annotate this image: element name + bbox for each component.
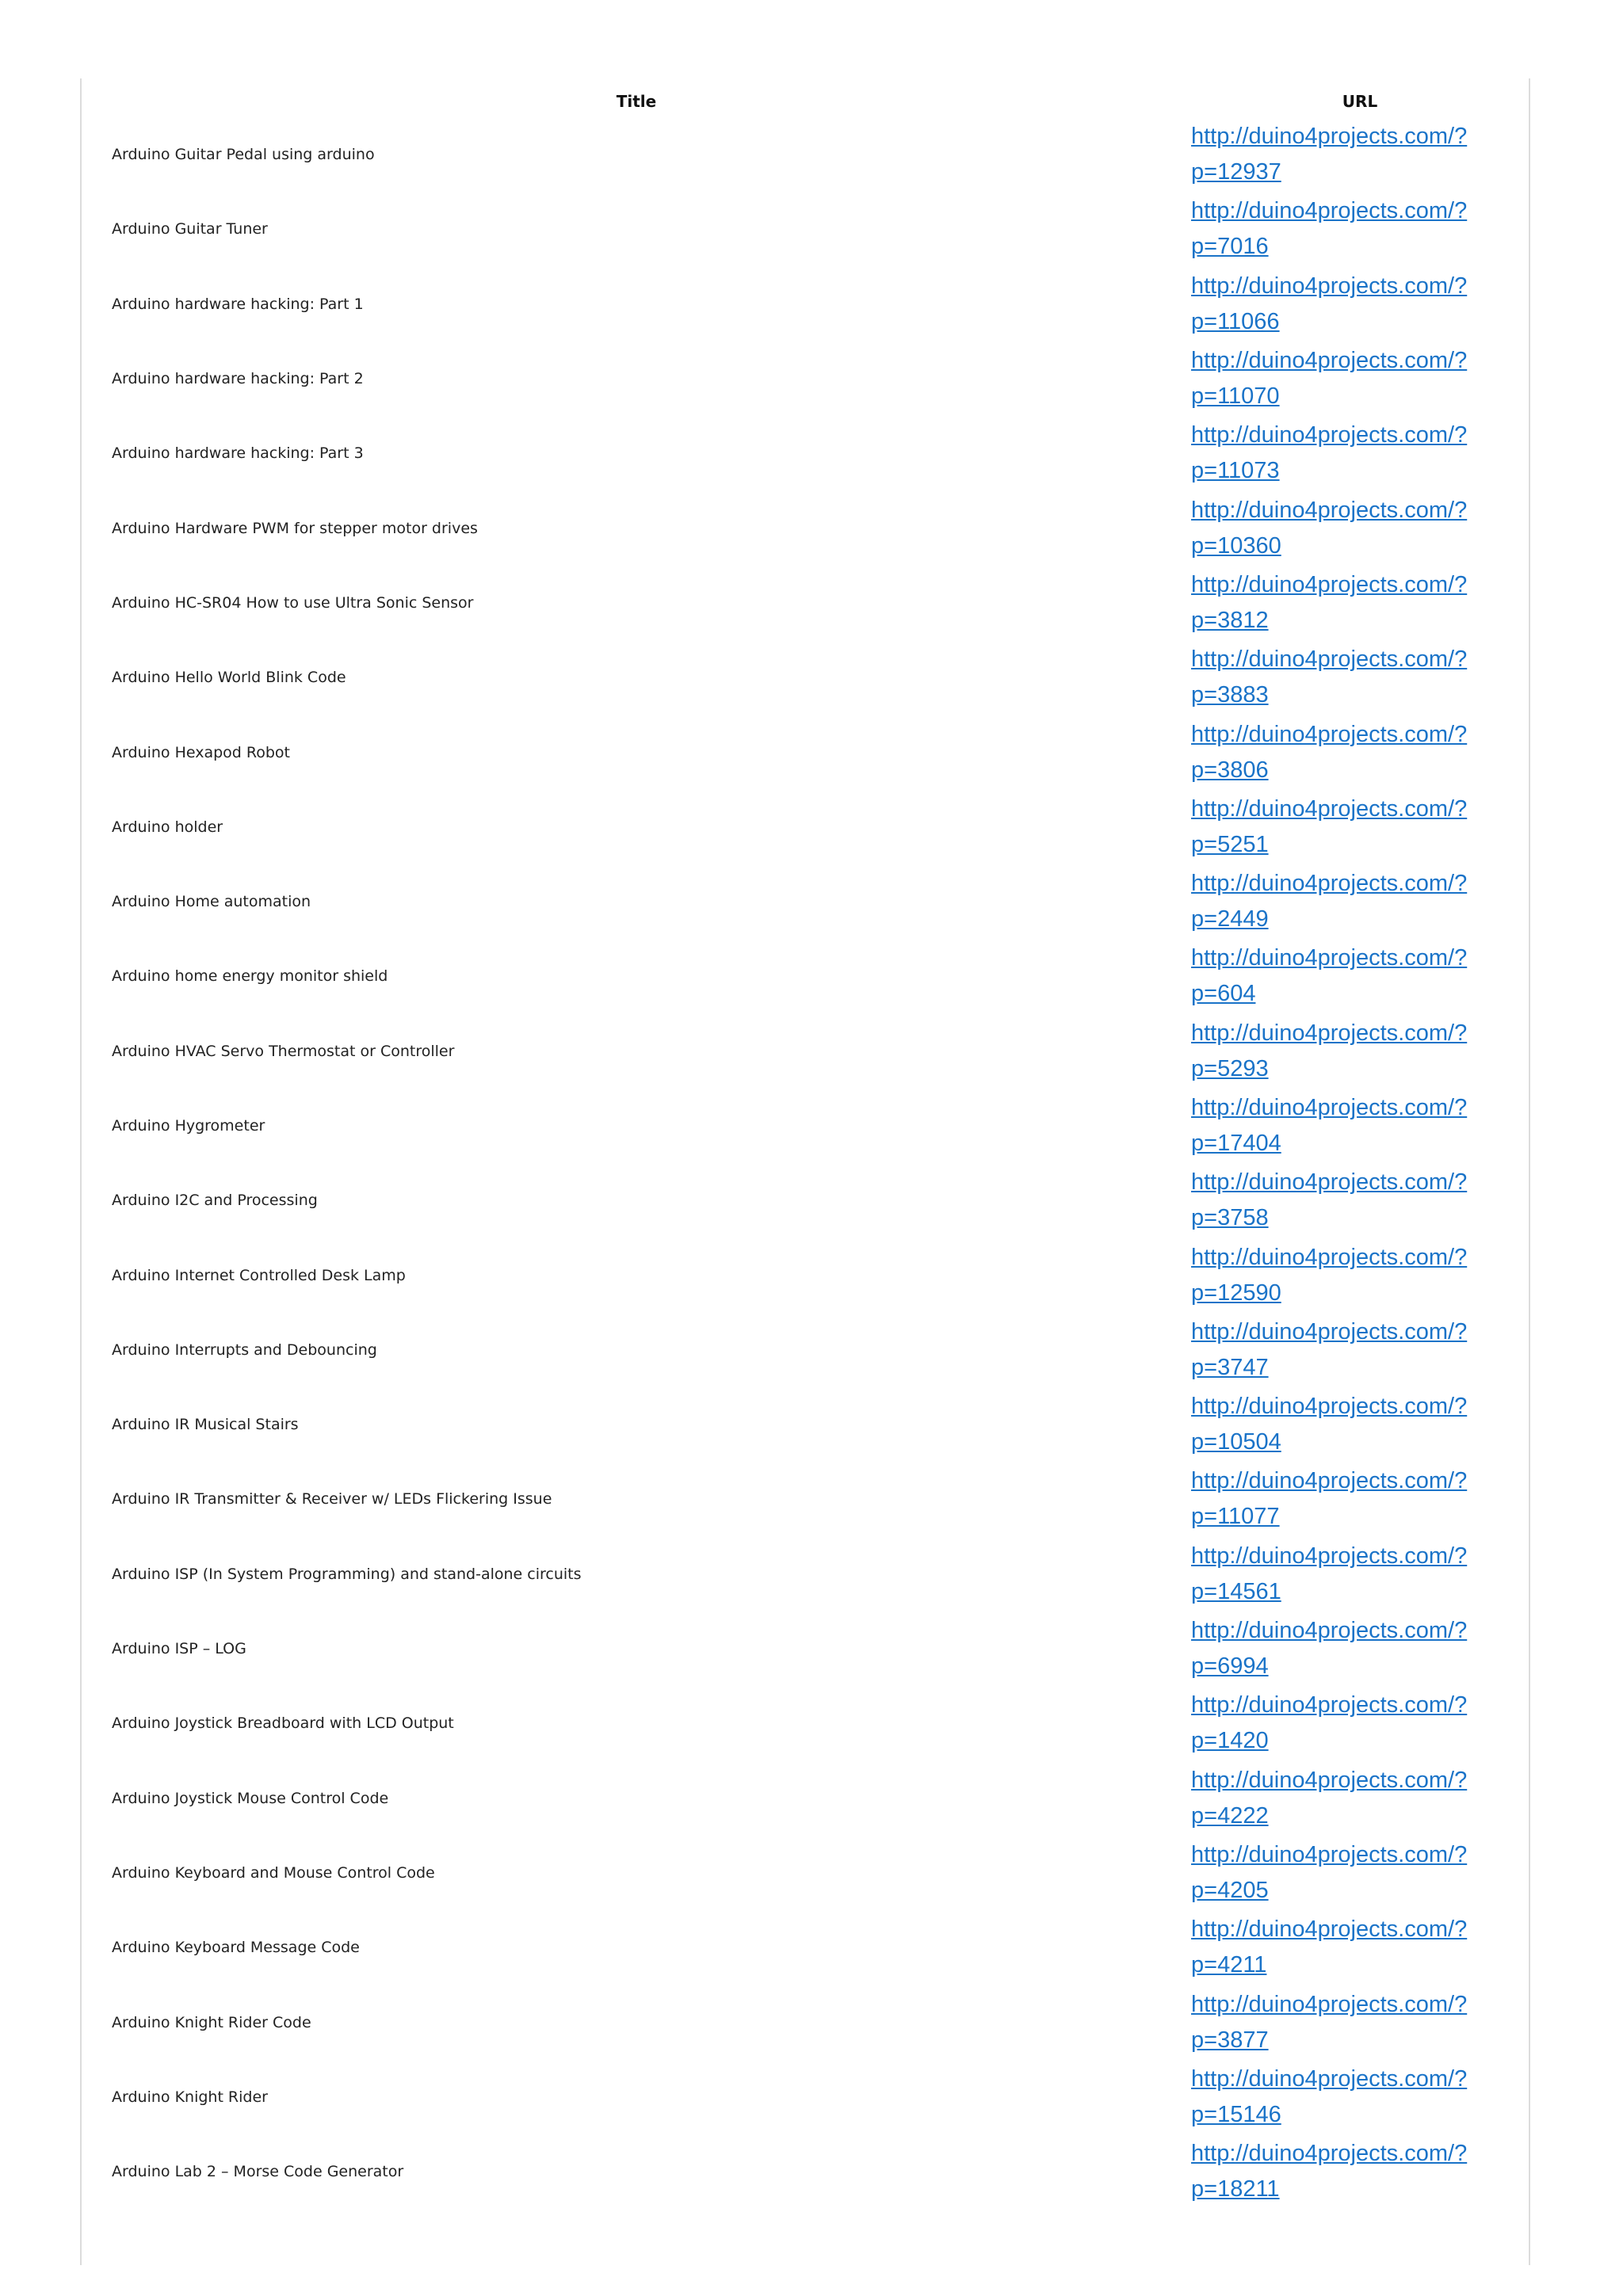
project-url-link[interactable] [1191,940,1492,1012]
url-line-2: p=11066 [1191,308,1280,334]
url-line-2: p=3806 [1191,757,1269,783]
project-url-link[interactable] [1191,343,1492,414]
project-title: Arduino Lab 2 – Morse Code Generator [112,2163,404,2181]
project-title: Arduino IR Musical Stairs [112,1416,299,1434]
project-url-cell [1191,1836,1529,1910]
project-url-cell [1191,1537,1529,1611]
project-title: Arduino Hello World Blink Code [112,669,346,687]
project-url-link[interactable] [1191,1688,1492,1759]
url-line-1: http://duino4projects.com/? [1191,124,1468,150]
table-row [82,416,1529,490]
project-url-cell [1191,2060,1529,2134]
project-title: Arduino holder [112,818,223,836]
url-line-2: p=4205 [1191,1877,1269,1903]
project-url-cell [1191,2134,1529,2209]
url-line-2: p=6994 [1191,1653,1269,1680]
url-line-1: http://duino4projects.com/? [1191,945,1468,971]
url-line-1: http://duino4projects.com/? [1191,1991,1468,2017]
url-line-1: http://duino4projects.com/? [1191,1244,1468,1270]
url-line-1: http://duino4projects.com/? [1191,2065,1468,2092]
table-row [82,1313,1529,1387]
project-url-link[interactable] [1191,1987,1492,2058]
project-url-link[interactable] [1191,567,1492,639]
url-line-2: p=12590 [1191,1280,1281,1306]
project-url-cell [1191,1686,1529,1760]
url-line-2: p=11077 [1191,1504,1280,1530]
project-url-cell [1191,790,1529,864]
table-row [82,1537,1529,1611]
table-row [82,864,1529,939]
project-url-link[interactable] [1191,791,1492,863]
url-line-1: http://duino4projects.com/? [1191,1841,1468,1867]
project-title: Arduino hardware hacking: Part 2 [112,370,364,388]
project-url-cell [1191,341,1529,416]
url-line-2: p=1420 [1191,1728,1269,1754]
table-row [82,2134,1529,2209]
url-line-1: http://duino4projects.com/? [1191,1394,1468,1420]
project-title: Arduino Keyboard Message Code [112,1939,360,1957]
project-url-cell [1191,566,1529,640]
project-url-cell [1191,864,1529,939]
url-line-1: http://duino4projects.com/? [1191,1543,1468,1569]
url-line-1: http://duino4projects.com/? [1191,871,1468,897]
project-url-link[interactable] [1191,1912,1492,1983]
project-title: Arduino HVAC Servo Thermostat or Controller [112,1042,455,1060]
project-url-cell [1191,416,1529,490]
url-line-1: http://duino4projects.com/? [1191,795,1468,822]
table-header-row [82,86,1529,117]
project-title: Arduino I2C and Processing [112,1192,318,1210]
url-line-1: http://duino4projects.com/? [1191,1468,1468,1494]
project-url-cell [1191,1238,1529,1312]
project-url-link[interactable] [1191,1314,1492,1386]
project-url-link[interactable] [1191,493,1492,564]
project-url-link[interactable] [1191,717,1492,788]
project-url-link[interactable] [1191,119,1492,190]
url-line-2: p=12937 [1191,159,1281,185]
url-line-1: http://duino4projects.com/? [1191,571,1468,597]
url-line-2: p=7016 [1191,234,1269,260]
table-row [82,1238,1529,1312]
url-line-2: p=604 [1191,981,1256,1007]
project-url-link[interactable] [1191,1240,1492,1311]
project-url-link[interactable] [1191,1090,1492,1161]
project-url-cell [1191,1014,1529,1089]
project-url-link[interactable] [1191,1389,1492,1460]
table-row [82,939,1529,1013]
url-line-2: p=3812 [1191,607,1269,633]
table-row [82,1985,1529,2059]
url-line-2: p=14561 [1191,1578,1281,1604]
project-url-link[interactable] [1191,269,1492,340]
project-url-cell [1191,267,1529,341]
project-title: Arduino Joystick Breadboard with LCD Output [112,1714,454,1733]
table-row [82,267,1529,341]
project-url-cell [1191,1313,1529,1387]
table-row [82,1611,1529,1686]
project-title: Arduino ISP – LOG [112,1640,246,1658]
table-row [82,566,1529,640]
url-line-2: p=3758 [1191,1205,1269,1231]
project-title: Arduino Hardware PWM for stepper motor drives [112,519,478,537]
url-line-1: http://duino4projects.com/? [1191,348,1468,374]
project-title: Arduino Keyboard and Mouse Control Code [112,1863,435,1882]
url-line-1: http://duino4projects.com/? [1191,1020,1468,1046]
table-row [82,1089,1529,1163]
url-line-2: p=10504 [1191,1429,1281,1455]
project-title: Arduino Interrupts and Debouncing [112,1341,377,1359]
table-row [82,1462,1529,1536]
project-url-link[interactable] [1191,1165,1492,1236]
project-title: Arduino Knight Rider Code [112,2013,311,2031]
url-line-2: p=3883 [1191,682,1269,708]
url-line-1: http://duino4projects.com/? [1191,1095,1468,1120]
url-line-1: http://duino4projects.com/? [1191,1169,1468,1196]
url-line-1: http://duino4projects.com/? [1191,646,1468,673]
project-url-link[interactable] [1191,1016,1492,1087]
url-line-2: p=17404 [1191,1131,1281,1156]
project-title: Arduino Guitar Pedal using arduino [112,146,375,164]
project-url-cell [1191,640,1529,715]
url-line-1: http://duino4projects.com/? [1191,198,1468,224]
table-row [82,1387,1529,1462]
table-row [82,341,1529,416]
table-row [82,790,1529,864]
url-line-1: http://duino4projects.com/? [1191,1917,1468,1943]
url-line-2: p=15146 [1191,2101,1281,2127]
project-url-link[interactable] [1191,418,1492,489]
url-line-1: http://duino4projects.com/? [1191,273,1468,299]
project-url-cell [1191,1910,1529,1985]
project-url-cell [1191,117,1529,192]
project-title: Arduino Knight Rider [112,2088,268,2106]
url-line-2: p=3747 [1191,1354,1269,1380]
url-line-1: http://duino4projects.com/? [1191,1767,1468,1793]
project-url-link[interactable] [1191,1539,1492,1610]
project-url-cell [1191,192,1529,266]
project-title: Arduino IR Transmitter & Receiver w/ LEDs Flickering Issue [112,1490,552,1508]
url-line-1: http://duino4projects.com/? [1191,1618,1468,1644]
project-title: Arduino Internet Controlled Desk Lamp [112,1266,406,1284]
column-header-url: URL [1342,92,1378,111]
table-row [82,117,1529,192]
table-row [82,1014,1529,1089]
project-url-link[interactable] [1191,866,1492,937]
project-title: Arduino Guitar Tuner [112,220,268,238]
project-url-cell [1191,939,1529,1013]
project-url-cell [1191,490,1529,565]
project-title: Arduino Hexapod Robot [112,743,290,761]
project-url-cell [1191,1387,1529,1462]
project-url-cell [1191,1985,1529,2059]
table-row [82,715,1529,789]
project-url-cell [1191,1611,1529,1686]
projects-table [82,86,1529,2209]
url-line-2: p=5293 [1191,1055,1269,1081]
table-row [82,1686,1529,1760]
project-title: Arduino hardware hacking: Part 3 [112,444,364,463]
url-line-2: p=4211 [1191,1952,1267,1978]
url-line-1: http://duino4projects.com/? [1191,497,1468,523]
table-body [82,117,1529,2209]
project-url-cell [1191,715,1529,789]
table-row [82,192,1529,266]
project-title: Arduino ISP (In System Programming) and stand-alone circuits [112,1565,582,1583]
table-row [82,1163,1529,1238]
url-line-1: http://duino4projects.com/? [1191,422,1468,448]
table-row [82,1910,1529,1985]
project-url-cell [1191,1462,1529,1536]
project-title: Arduino HC-SR04 How to use Ultra Sonic Sensor [112,593,474,612]
project-title: Arduino Hygrometer [112,1117,265,1135]
project-url-link[interactable] [1191,642,1492,713]
table-row [82,490,1529,565]
project-title: Arduino home energy monitor shield [112,967,388,986]
project-url-link[interactable] [1191,1613,1492,1684]
url-line-2: p=5251 [1191,831,1269,857]
url-line-2: p=4222 [1191,1802,1269,1829]
url-line-2: p=11070 [1191,383,1280,410]
table-row [82,1761,1529,1836]
table-row [82,2060,1529,2134]
project-url-cell [1191,1163,1529,1238]
url-line-2: p=2449 [1191,906,1269,933]
project-url-link[interactable] [1191,1763,1492,1834]
url-line-2: p=11073 [1191,458,1280,484]
url-line-1: http://duino4projects.com/? [1191,1318,1468,1344]
table-row [82,640,1529,715]
url-line-2: p=18211 [1191,2176,1280,2203]
project-url-link[interactable] [1191,1463,1492,1535]
project-title: Arduino hardware hacking: Part 1 [112,295,364,313]
project-url-cell [1191,1761,1529,1836]
project-title: Arduino Joystick Mouse Control Code [112,1789,389,1807]
url-line-2: p=3877 [1191,2027,1269,2053]
project-url-link[interactable] [1191,1837,1492,1909]
url-line-1: http://duino4projects.com/? [1191,1692,1468,1718]
url-line-1: http://duino4projects.com/? [1191,2141,1468,2167]
project-title: Arduino Home automation [112,893,311,911]
project-url-link[interactable] [1191,193,1492,265]
column-header-title: Title [616,92,657,111]
url-line-2: p=10360 [1191,532,1281,559]
table-row [82,1836,1529,1910]
project-url-link[interactable] [1191,2061,1492,2133]
project-url-link[interactable] [1191,2136,1492,2207]
url-line-1: http://duino4projects.com/? [1191,721,1468,747]
project-url-cell [1191,1089,1529,1163]
